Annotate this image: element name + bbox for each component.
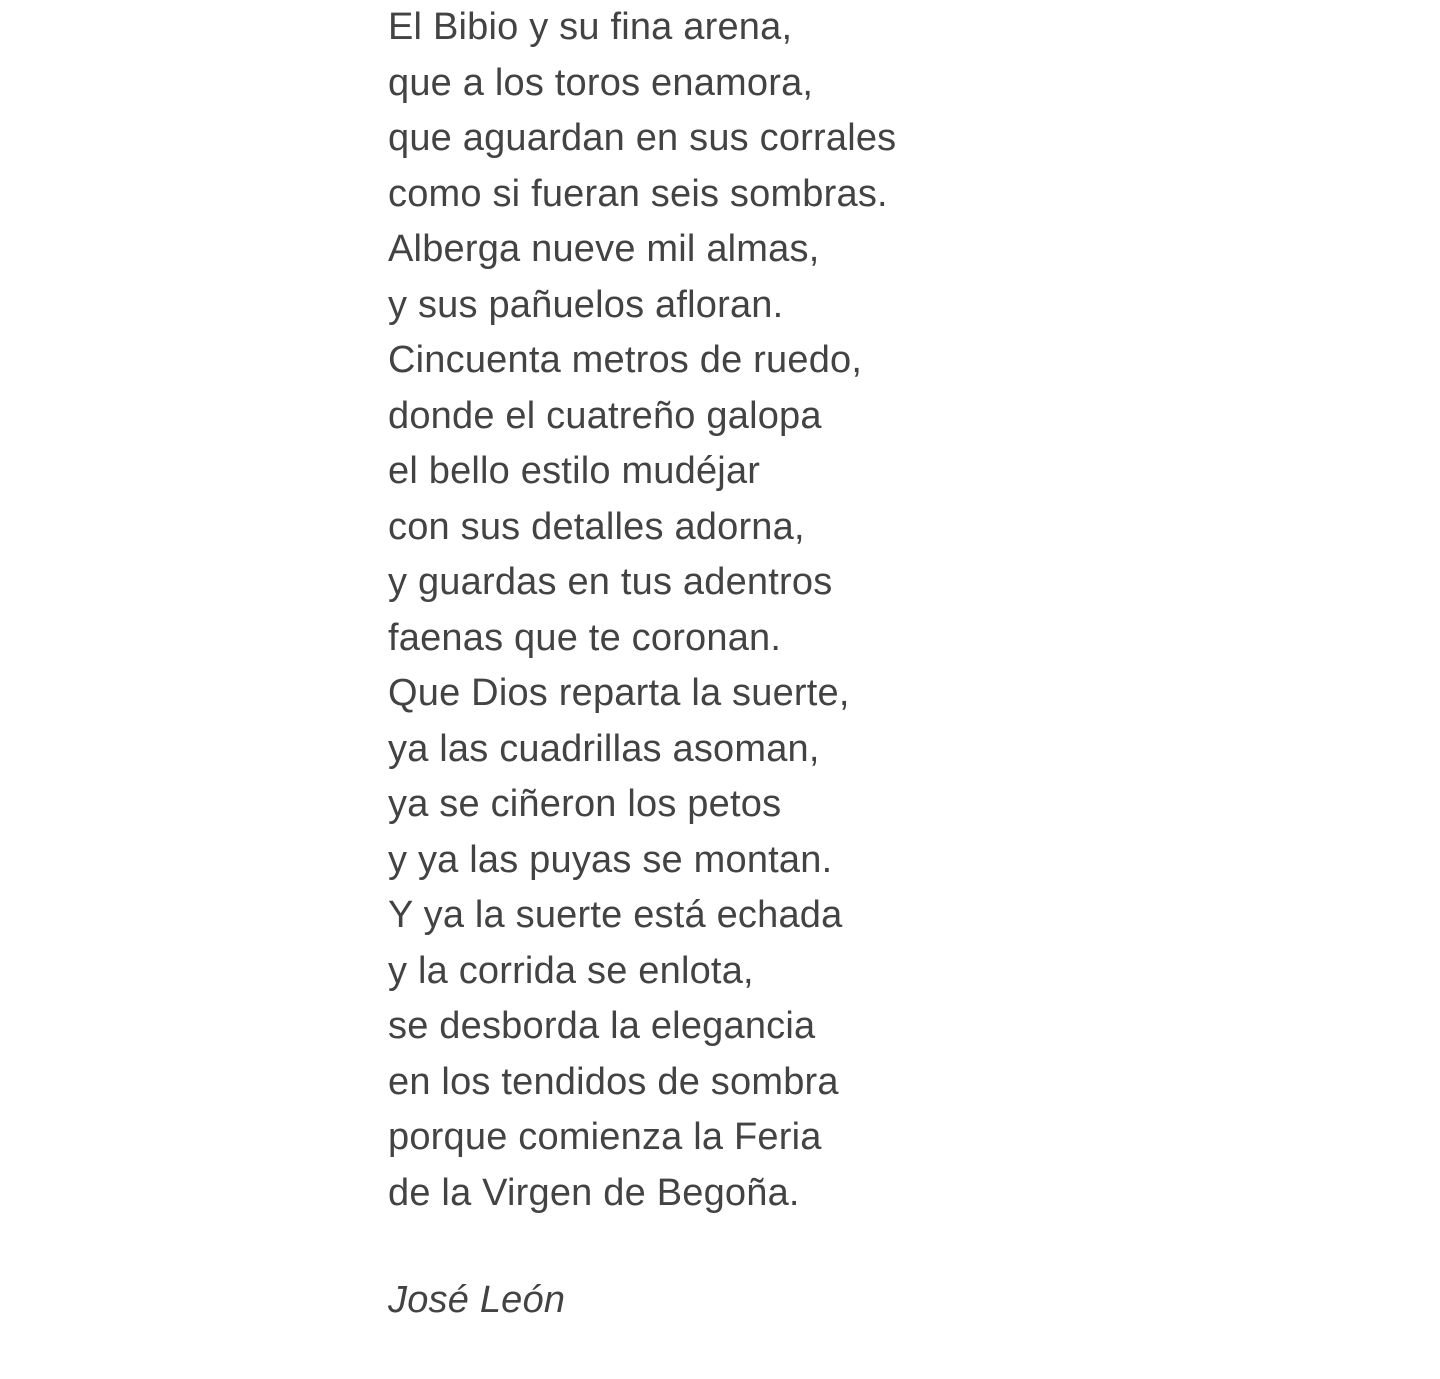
poem-line: como si fueran seis sombras. <box>388 172 888 215</box>
poem-line: porque comienza la Feria <box>388 1116 822 1158</box>
poem-line: ya se ciñeron los petos <box>388 783 782 825</box>
poem-line: de la Virgen de Begoña. <box>388 1171 800 1214</box>
poem-line: y la corrida se enlota, <box>388 949 754 992</box>
poem-line: y guardas en tus adentros <box>388 561 833 603</box>
poem-line: Cincuenta metros de ruedo, <box>388 339 863 381</box>
poem-line: con sus detalles adorna, <box>388 505 805 548</box>
poem-line: el bello estilo mudéjar <box>388 450 761 492</box>
poem-line: y sus pañuelos afloran. <box>388 283 784 326</box>
poem-author: José León <box>388 1279 566 1321</box>
poem-line: Alberga nueve mil almas, <box>388 228 820 270</box>
poem <box>388 0 1288 1329</box>
poem-line: que aguardan en sus corrales <box>388 117 897 159</box>
poem-line: que a los toros enamora, <box>388 61 814 104</box>
poem-line: El Bibio y su fina arena, <box>388 6 793 48</box>
poem-line: se desborda la elegancia <box>388 1005 816 1047</box>
poem-body <box>388 0 1288 1221</box>
poem-line: ya las cuadrillas asoman, <box>388 727 820 770</box>
poem-line: y ya las puyas se montan. <box>388 838 833 881</box>
poem-line: Y ya la suerte está echada <box>388 894 843 936</box>
poem-line: en los tendidos de sombra <box>388 1060 839 1103</box>
poem-line: faenas que te coronan. <box>388 616 782 659</box>
poem-line: Que Dios reparta la suerte, <box>388 672 850 714</box>
poem-line: donde el cuatreño galopa <box>388 394 822 437</box>
